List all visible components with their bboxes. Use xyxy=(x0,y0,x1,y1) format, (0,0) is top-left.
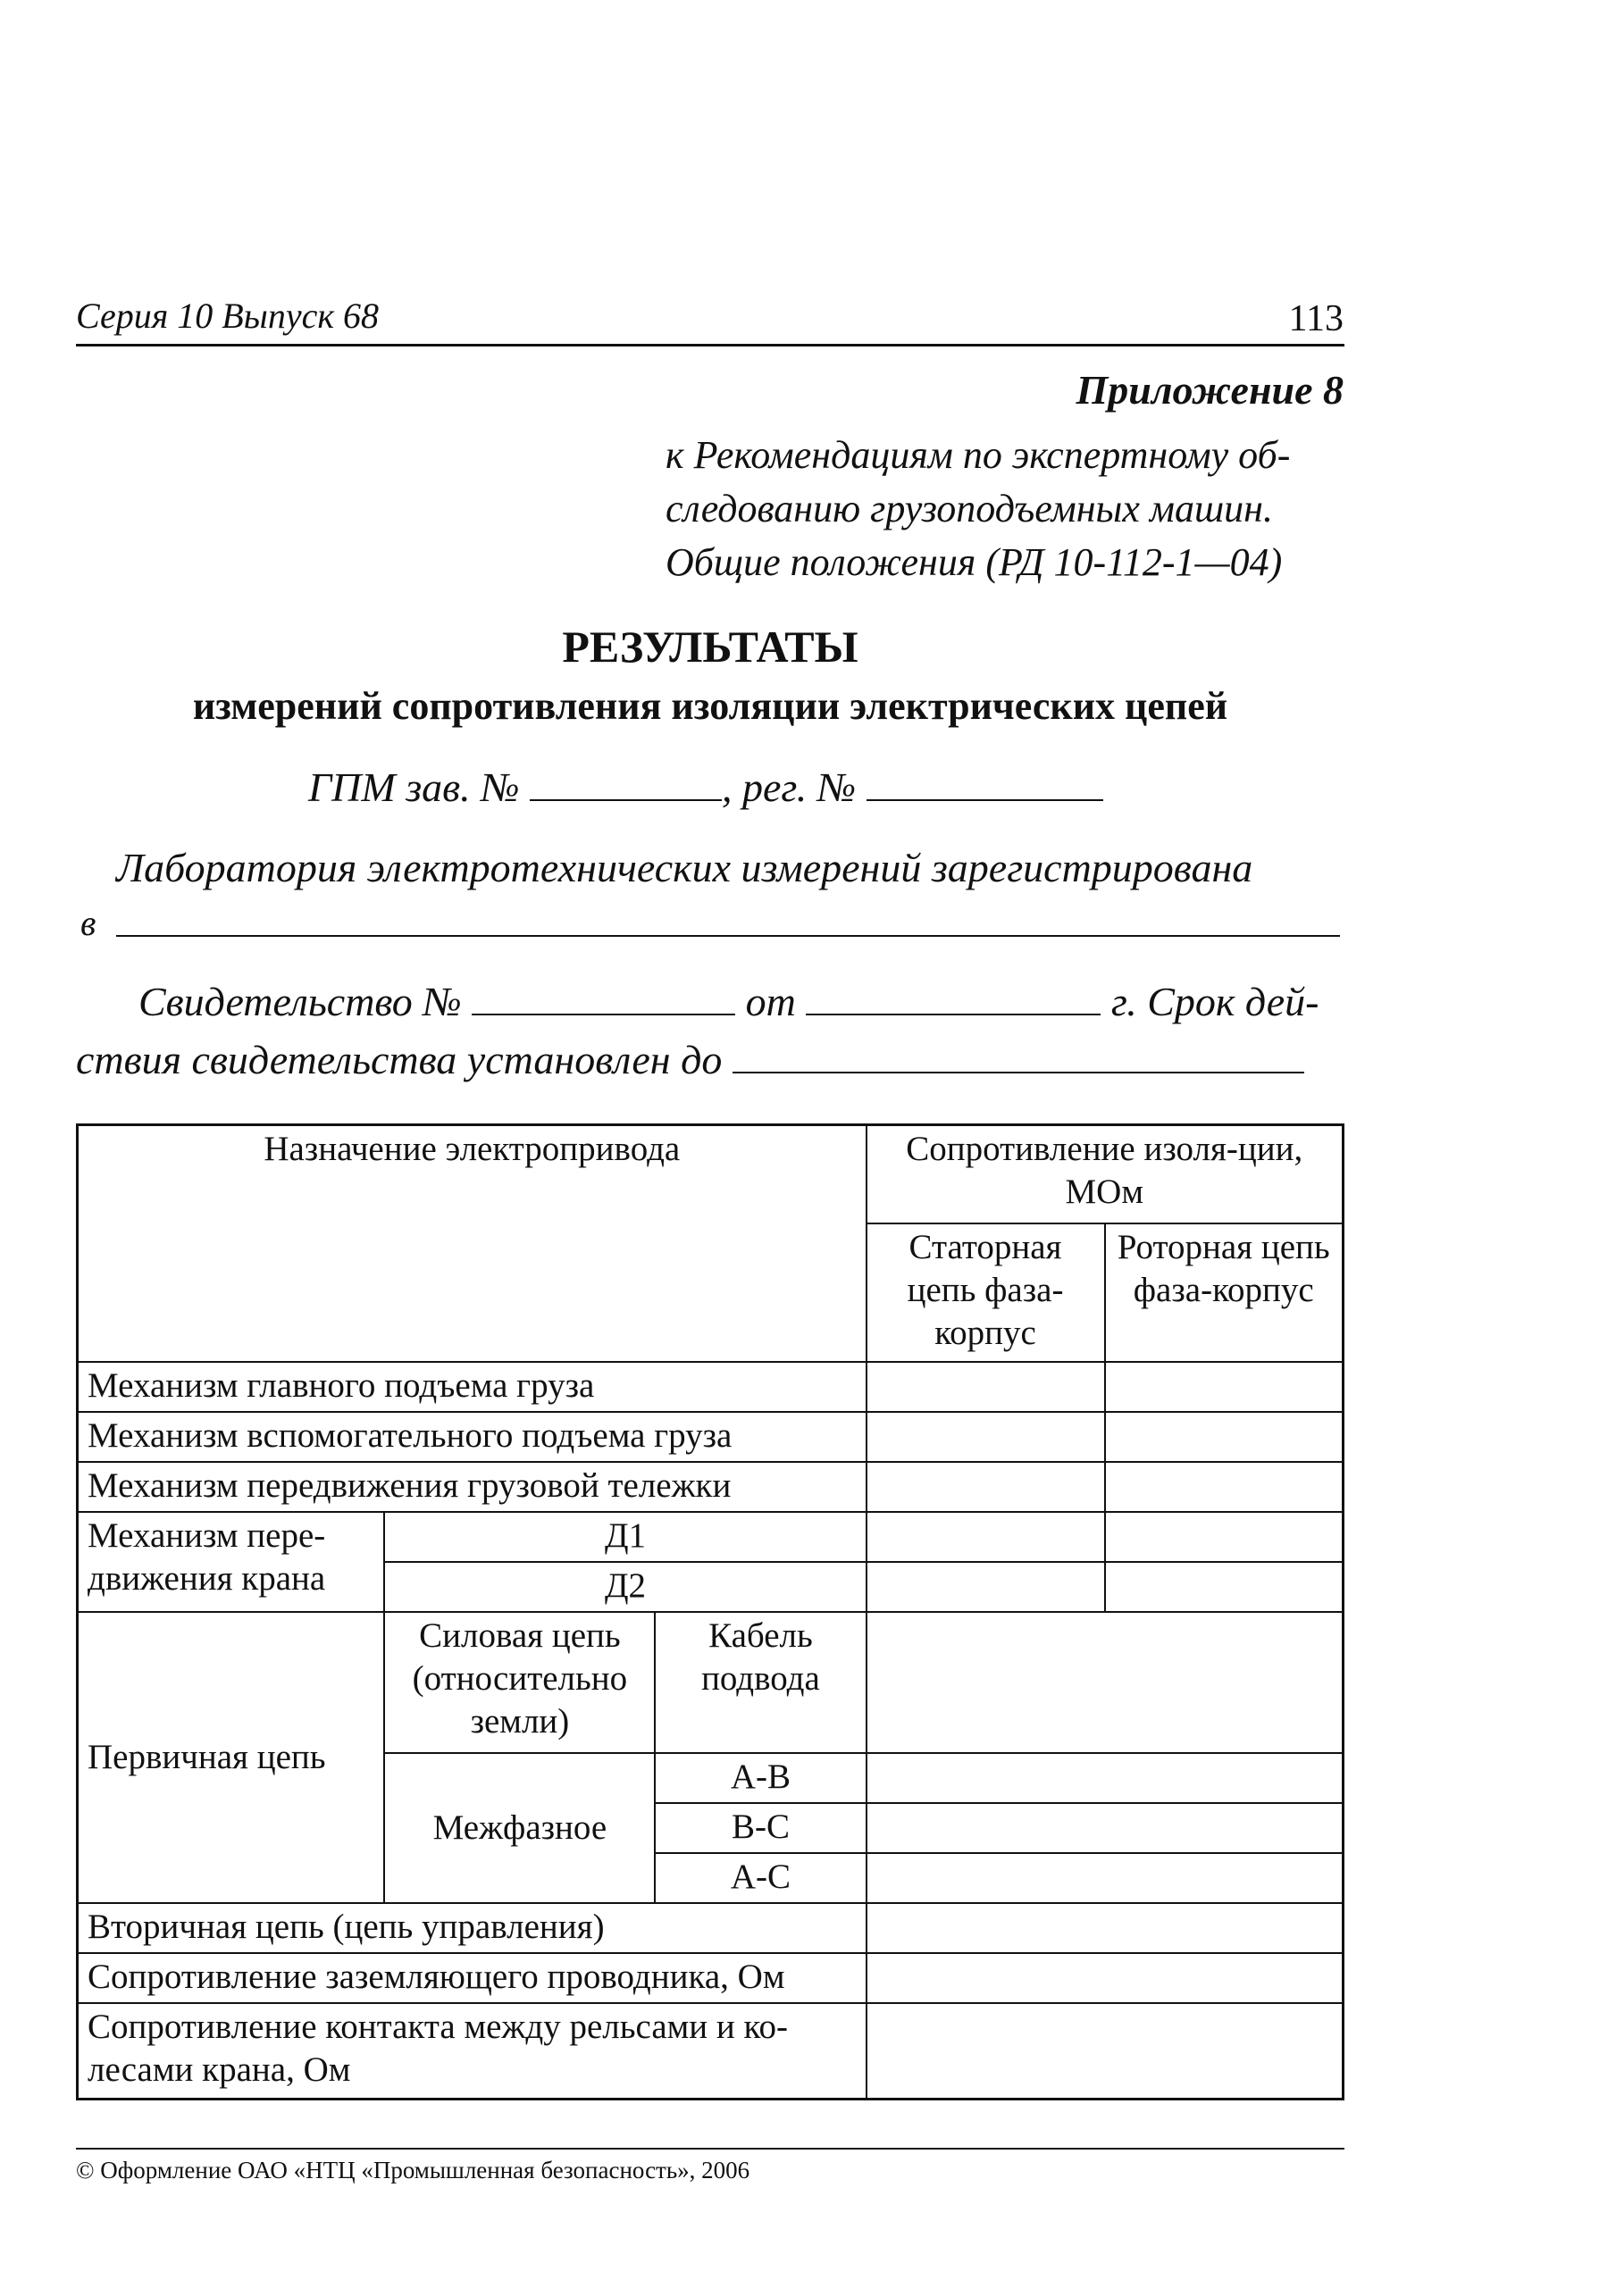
phase-ac: А-С xyxy=(655,1853,866,1903)
appendix-label: Приложение 8 xyxy=(1076,367,1344,413)
cell-supply-cable[interactable] xyxy=(867,1612,1344,1753)
gpm-number-line xyxy=(308,764,1103,811)
cell-phase-bc[interactable] xyxy=(867,1803,1344,1853)
results-table xyxy=(76,1123,1344,2100)
certificate-number-field[interactable] xyxy=(472,978,735,1015)
certificate-term-label: г. Срок дей- xyxy=(1110,979,1319,1024)
cell-main-hoist-rotor[interactable] xyxy=(1105,1362,1344,1412)
certificate-validity-line xyxy=(76,1036,1304,1083)
cell-main-hoist-stator[interactable] xyxy=(867,1362,1105,1412)
primary-circuit: Первичная цепь xyxy=(78,1612,385,1903)
cell-phase-ab[interactable] xyxy=(867,1753,1344,1803)
row-main-hoist: Механизм главного подъема груза xyxy=(78,1362,867,1412)
phase-bc: В-С xyxy=(655,1803,866,1853)
head-purpose: Назначение электропривода xyxy=(78,1125,867,1362)
secondary-circuit: Вторичная цепь (цепь управления) xyxy=(78,1903,867,1953)
head-stator: Статорная цепь фаза-корпус xyxy=(867,1223,1105,1362)
supply-cable: Кабель подвода xyxy=(655,1612,866,1753)
page-number: 113 xyxy=(1288,298,1344,339)
cell-aux-hoist-stator[interactable] xyxy=(867,1412,1105,1462)
cell-d2-rotor[interactable] xyxy=(1105,1562,1344,1612)
series-label: Серия 10 Выпуск 68 xyxy=(76,296,380,336)
head-resistance: Сопротивление изоля-ции, МОм xyxy=(867,1125,1344,1223)
phase-ab: А-В xyxy=(655,1753,866,1803)
head-rotor: Роторная цепь фаза-корпус xyxy=(1105,1223,1344,1362)
certificate-from-label: от xyxy=(745,979,796,1024)
document-title: РЕЗУЛЬТАТЫ xyxy=(562,622,858,672)
copyright-footer: © Оформление ОАО «НТЦ «Промышленная безопасность», 2006 xyxy=(76,2157,750,2183)
cell-d1-stator[interactable] xyxy=(867,1512,1105,1562)
gpm-label: ГПМ зав. № xyxy=(308,764,520,810)
power-circuit: Силовая цепь (относительно земли) xyxy=(384,1612,655,1753)
appendix-line: к Рекомендациям по экспертному об- xyxy=(666,433,1291,477)
certificate-validity-label: ствия свидетельства установлен до xyxy=(76,1037,723,1082)
phase-to-phase: Межфазное xyxy=(384,1753,655,1903)
reg-number-field[interactable] xyxy=(867,764,1103,801)
lab-registration-field[interactable] xyxy=(116,935,1340,937)
row-trolley: Механизм передвижения грузовой тележки xyxy=(78,1462,867,1512)
lab-registration-prefix: в xyxy=(80,903,96,943)
certificate-validity-field[interactable] xyxy=(733,1036,1304,1073)
rail-contact: Сопротивление контакта между рельсами и ко-лесами крана, Ом xyxy=(78,2003,867,2100)
cell-trolley-stator[interactable] xyxy=(867,1462,1105,1512)
appendix-reference xyxy=(666,429,1344,589)
footer-divider xyxy=(76,2148,1344,2150)
appendix-line: Общие положения (РД 10-112-1—04) xyxy=(666,540,1283,584)
header-divider xyxy=(76,344,1344,346)
certificate-date-field[interactable] xyxy=(806,978,1101,1015)
cell-ground-conductor[interactable] xyxy=(867,1953,1344,2003)
lab-registration-text: Лаборатория электротехнических измерений зарегистрирована xyxy=(116,845,1253,890)
cell-phase-ac[interactable] xyxy=(867,1853,1344,1903)
cell-d2-stator[interactable] xyxy=(867,1562,1105,1612)
motor-d1: Д1 xyxy=(384,1512,866,1562)
row-aux-hoist: Механизм вспомогательного подъема груза xyxy=(78,1412,867,1462)
factory-number-field[interactable] xyxy=(530,764,722,801)
certificate-label: Свидетельство № xyxy=(138,979,462,1024)
row-crane-travel: Механизм пере-движения крана xyxy=(78,1512,385,1612)
appendix-line: следованию грузоподъемных машин. xyxy=(666,487,1274,530)
document-subtitle: измерений сопротивления изоляции электрических цепей xyxy=(192,684,1228,728)
cell-secondary-circuit[interactable] xyxy=(867,1903,1344,1953)
cell-rail-contact[interactable] xyxy=(867,2003,1344,2100)
cell-aux-hoist-rotor[interactable] xyxy=(1105,1412,1344,1462)
motor-d2: Д2 xyxy=(384,1562,866,1612)
certificate-line xyxy=(138,978,1319,1025)
ground-conductor: Сопротивление заземляющего проводника, Ом xyxy=(78,1953,867,2003)
cell-d1-rotor[interactable] xyxy=(1105,1512,1344,1562)
reg-label: , рег. № xyxy=(722,764,857,810)
cell-trolley-rotor[interactable] xyxy=(1105,1462,1344,1512)
